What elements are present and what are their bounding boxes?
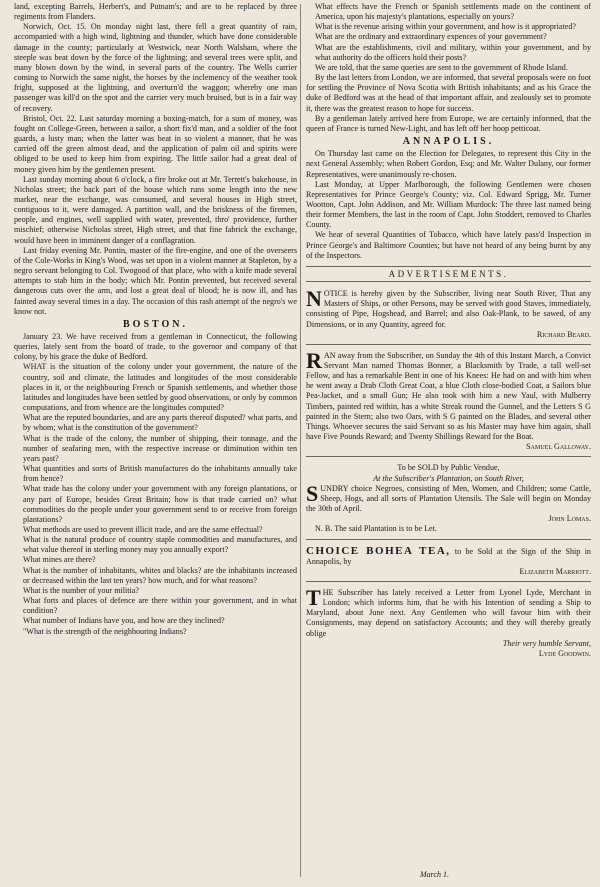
query-item: What trade has the colony under your government with any foreign plantations, or any part of Europe, besides Great Britain; how is that trade carried on? what commodities do the people under your government send to or receive from foreign plantations? [23,484,297,524]
query-item: What is the revenue arising within your government, and how is it appropriated? [315,22,576,32]
ad-notice-text [306,286,591,330]
query-item: What are the ordinary and extraordinary expences of your government? [315,32,547,42]
query-item: WHAT is the situation of the colony under your government, the nature of the country, soil and climate, the latitudes and longitudes of the most considerable places in it, or the neighbouring French or Spanish settlements, and whether those latitudes and longitudes have been settled by good observations, or only by common computations, and from whence are the longitudes computed? [23,362,297,413]
ad-sale-subtitle: At the Subscriber's Plantation, on South River, [373,473,524,483]
europe-paragraph: By a gentleman lately arrived here from Europe, we are certainly informed, that the queen of France is turned New-Light, and has left off her hoop petticoat. [306,113,591,133]
ad-sale-title: To be SOLD by Public Vendue, [397,463,500,473]
ad-sale-text [306,480,591,514]
ad-letter-text [306,584,591,639]
query-item: What number of Indians have you, and how are they inclined? [23,616,225,626]
annapolis-tobacco: We hear of several Quantities of Tobacco, which have lately pass'd Inspection in Prince George's and Baltimore Counties; but have not heard of any being burnt by any of the Inspectors. [306,230,591,260]
advertisements-heading: ADVERTISEMENTS. [306,266,591,282]
query-item: What are the establishments, civil and military, within your government, and by what authority do the officers hold their posts? [315,42,591,62]
query-item: What effects have the French or Spanish settlements made on the continent of America, upon his majesty's plantations, especially on yours? [315,2,591,22]
ad-sale-signature: John Lomas. [548,514,591,524]
ad-sale-nb: N. B. The said Plantation is to be Let. [315,524,437,534]
ad-runaway-text [306,347,591,442]
query-item: What quantities and sorts of British manufactures do the inhabitants annually take from hence? [23,464,297,484]
query-item: What forts and places of defence are there within your government, and in what condition? [23,596,297,616]
annapolis-heading: ANNAPOLIS. [402,136,495,148]
drop-cap: N [306,286,322,312]
ad-letter-body: HE Subscriber has lately received a Letter from Lyonel Lyde, Merchant in London; which informs him, that he with his Intention of sending a Ship to Maryland, about June next. Any Gentlemen who will favour him with their Consignments, may depend on satisfactory Accounts; and they will thereby greatly oblige [306,587,591,638]
drop-cap: T [306,584,321,610]
ad-runaway-signature: Samuel Galloway. [526,442,591,452]
ad-letter [306,585,591,663]
boston-intro: January 23. We have received from a gentleman in Connecticut, the following queries, lately sent from the board of trade, to the governor and company of that colony, by his grace the duke of Bedford. [14,332,297,362]
right-column [306,2,591,883]
bottom-fragment: "What is the strength of the neighbouring Indians? [23,626,187,636]
fire-paragraph: Last sunday morning about 6 o'clock, a fire broke out at Mr. Terrett's bakehouse, in Nicholas street; the back part of the house which runs some length into the new market, near the exchange, was consumed, and several houses in High street, contiguous to it, were damaged. A partition wall, and the briskness of the firemen, people, and engines, well supplied with water, prevented, thro' providence, further mischief; otherwise Nicholas street, High street, and that fine fabrick the exchange, would have been in imminent danger of a conflagration. [14,174,297,245]
ad-letter-signature: Lyde Goodwin. [538,648,591,658]
ad-notice-body: OTICE is hereby given by the Subscriber, living near South River, That any Masters of Ships, or other Persons, may be served with good Staves, immediately, consisting of Pipe, Hogshead, and Barrel; and also Oak-Plank, to be sawed, of any Dimensions, or in any Quantity, agreed for. [306,289,591,329]
ad-sale [306,460,591,539]
query-item: What mines are there? [23,555,96,565]
ad-runaway-body: AN away from the Subscriber, on Sunday the 4th of this Instant March, a Convict Servant Man named Thomas Bonner, a Blacksmith by Trade, a tall well-set Fellow, and has a remarkable Bent in one of his Knees: He had on and with him when he went away a Drab Cloth Great Coat, a blue Cloth close-bodied Coat, a Sailors blue Pea-Jacket, and a small Gun; He also took with him a new Yaul, with Mulberry Timbers, painted red within, has a white Streak round the Gunnel, and the Letters S G painted in the Stern; also two Oars, with S G painted on the Blades, and several other Things. Whoever secures the said Servant so as his Master may have him again, shall have Five Pounds Reward; and Twenty Shillings Reward for the Boat. [306,350,591,442]
bristol-paragraph: Bristol, Oct. 22. Last saturday morning a boxing-match, for a sum of money, was fought on College-Green, between a sailor, a short fix'd man, and a soldier of the foot guards, a lusty man; when the latter was beat in so violent a manner, that he was carried off the green almost dead, and the application of palm oil and spirits were obliged to be used to keep him from expiring. The little sailor had a great deal of money given him by the gentlemen present. [14,113,297,174]
query-item: What is the number of inhabitants, whites and blacks? are the inhabitants increased or decreased within the last ten years? how much, and for what reasons? [23,565,297,585]
intro-paragraph: land, excepting Barrels, Herbert's, and Putnam's; and are to be replaced by three regiments from Flanders. [14,2,297,22]
london-paragraph: By the last letters from London, we are informed, that several proposals were on foot for settling the Province of Nova Scotia with British inhabitants; and as his Grace the duke of Bedford was at the head of that important affair, and zealously set to promote it, there was the greatest reason to hope for success. [306,73,591,113]
ad-tea-body: to be Sold at the Sign of the Ship in Annapolis, by [306,546,591,566]
query-item: What is the natural produce of country staple commodities and manufactures, and what value thereof in sterling money may you annually export? [23,535,297,555]
left-column [14,2,297,883]
ad-tea-signature: Elizabeth Marriott. [519,566,591,576]
drop-cap: S [306,480,319,506]
boston-heading: BOSTON. [123,318,188,330]
annapolis-election: On Thursday last came on the Election for Delegates, to represent this City in the next General Assembly; when Robert Gordon, Esq; and Mr. Walter Dulany, our former Representatives, were unanimously re-chosen. [306,149,591,179]
annapolis-marlborough: Last Monday, at Upper Marlborough, the following Gentlemen were chosen Representatives for Prince George's County; viz. Col. Edward Sprigg, Mr. Turner Wootton, Capt. John Addison, and Mr. William Murdock: The three last named being their former Members, the last in the room of Capt. John Stoddert, removed to Charles County. [306,179,591,230]
drop-cap: R [306,347,322,373]
ad-runaway [306,348,591,458]
ad-notice-signature: Richard Beard. [536,329,591,339]
ad-sale-body: UNDRY choice Negroes, consisting of Men, Women, and Children; some Cattle, Sheep, Hogs, and all sorts of Plantation Utensils. The Sale will begin on Monday the 30th of April. [306,483,591,514]
rhode-island-paragraph: We are told, that the same queries are sent to the government of Rhode Island. [315,62,568,72]
column-divider [300,4,301,877]
ad-notice [306,286,591,345]
query-item: What is the trade of the colony, the number of shipping, their tonnage, and the number of seafaring men, with the respective increase or diminution within ten years past? [23,433,297,463]
ad-letter-date: March 1. [420,870,450,879]
ad-tea-title: CHOICE BOHEA TEA, [306,544,451,557]
ad-tea-text [306,546,591,567]
query-item: What are the reputed boundaries, and are any parts thereof disputed? what parts, and by whom; what is the constitution of the government? [23,413,297,433]
ad-letter-close: Their very humble Servant, [502,638,591,648]
norwich-paragraph: Norwich, Oct. 15. On monday night last, there fell a great quantity of rain, accompanied with a high wind, lightning and thunder, which have done considerable damage in the county; particularly at Westwick, near North Walsham, where the steeple was beat down by the force of the lightning; and several trees were split, and many blown down by the wind, in several parts of the country. The Wells carrier coming to Norwich the same night, the horses by the inclemency of the weather took fright, supposed at the lightning, and overturn'd the waggon; whereby one man passenger was kill'd on the spot and the carrier very much bruised, but is in a fair way of recovery. [14,22,297,113]
pontin-paragraph: Last friday evening Mr. Pontin, master of the fire-engine, and one of the overseers of the Cole-Works in King's Wood, was set upon in a violent manner at Stapleton, by a negro servant belonging to Col. Twogood of that place, who with a knife made several attempts to stab him in the body; which Mr. Pontin prevented, but received several dangerous cuts over the arm, and lost a great deal of blood; he is now ill, and has fainted away several times in a day. The occasion of this rash attempt of the negro's we know not. [14,245,297,316]
ad-tea [306,543,591,582]
query-item: What is the number of your militia? [23,585,139,595]
query-item: What methods are used to prevent illicit trade, and are the same effectual? [23,524,263,534]
